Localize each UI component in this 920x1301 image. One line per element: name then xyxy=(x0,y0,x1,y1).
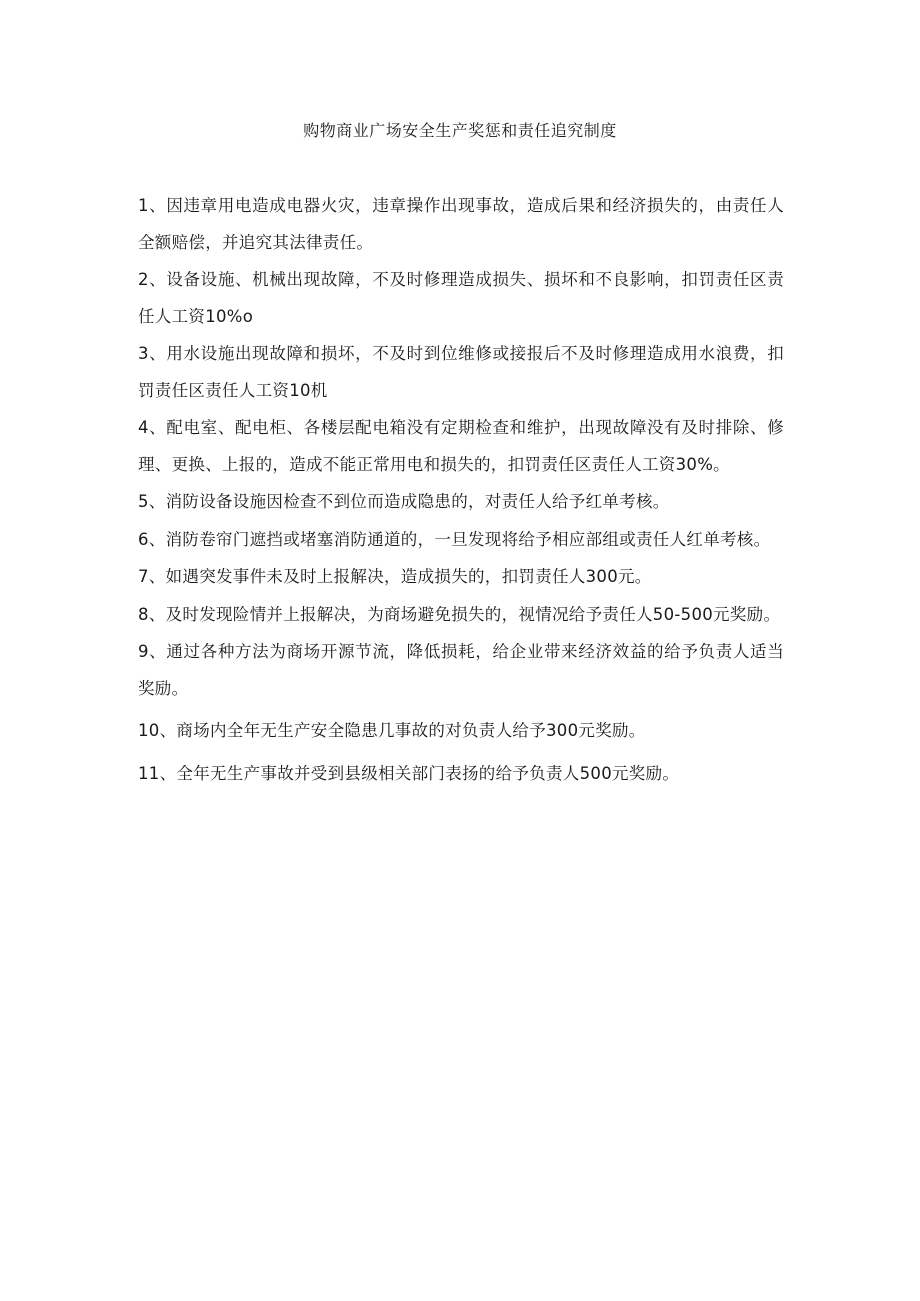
clause-2: 2、设备设施、机械出现故障，不及时修理造成损失、损坏和不良影响，扣罚责任区责任人工资10%o xyxy=(138,270,784,326)
clause-list xyxy=(138,188,784,793)
clause-5: 5、消防设备设施因检查不到位而造成隐患的，对责任人给予红单考核。 xyxy=(138,492,670,511)
clause-7: 7、如遇突发事件未及时上报解决，造成损失的，扣罚责任人300元。 xyxy=(138,567,652,586)
clause-11: 11、全年无生产事故并受到县级相关部门表扬的给予负责人500元奖励。 xyxy=(138,763,680,783)
clause-9: 9、通过各种方法为商场开源节流，降低损耗，给企业带来经济效益的给予负责人适当奖励。 xyxy=(138,642,784,698)
document-title: 购物商业广场安全生产奖惩和责任追究制度 xyxy=(303,121,617,140)
clause-1: 1、因违章用电造成电器火灾，违章操作出现事故，造成后果和经济损失的，由责任人全额赔偿，并追究其法律责任。 xyxy=(138,196,784,252)
clause-4: 4、配电室、配电柜、各楼层配电箱没有定期检查和维护，出现故障没有及时排除、修理、更换、上报的，造成不能正常用电和损失的，扣罚责任区责任人工资30%。 xyxy=(138,418,784,474)
clause-10: 10、商场内全年无生产安全隐患几事故的对负责人给予300元奖励。 xyxy=(138,721,646,740)
clause-8: 8、及时发现险情并上报解决，为商场避免损失的，视情况给予责任人50-500元奖励。 xyxy=(138,604,781,624)
clause-3: 3、用水设施出现故障和损坏，不及时到位维修或接报后不及时修理造成用水浪费，扣罚责任区责任人工资10机 xyxy=(138,344,784,400)
clause-6: 6、消防卷帘门遮挡或堵塞消防通道的，一旦发现将给予相应部组或责任人红单考核。 xyxy=(138,529,771,549)
